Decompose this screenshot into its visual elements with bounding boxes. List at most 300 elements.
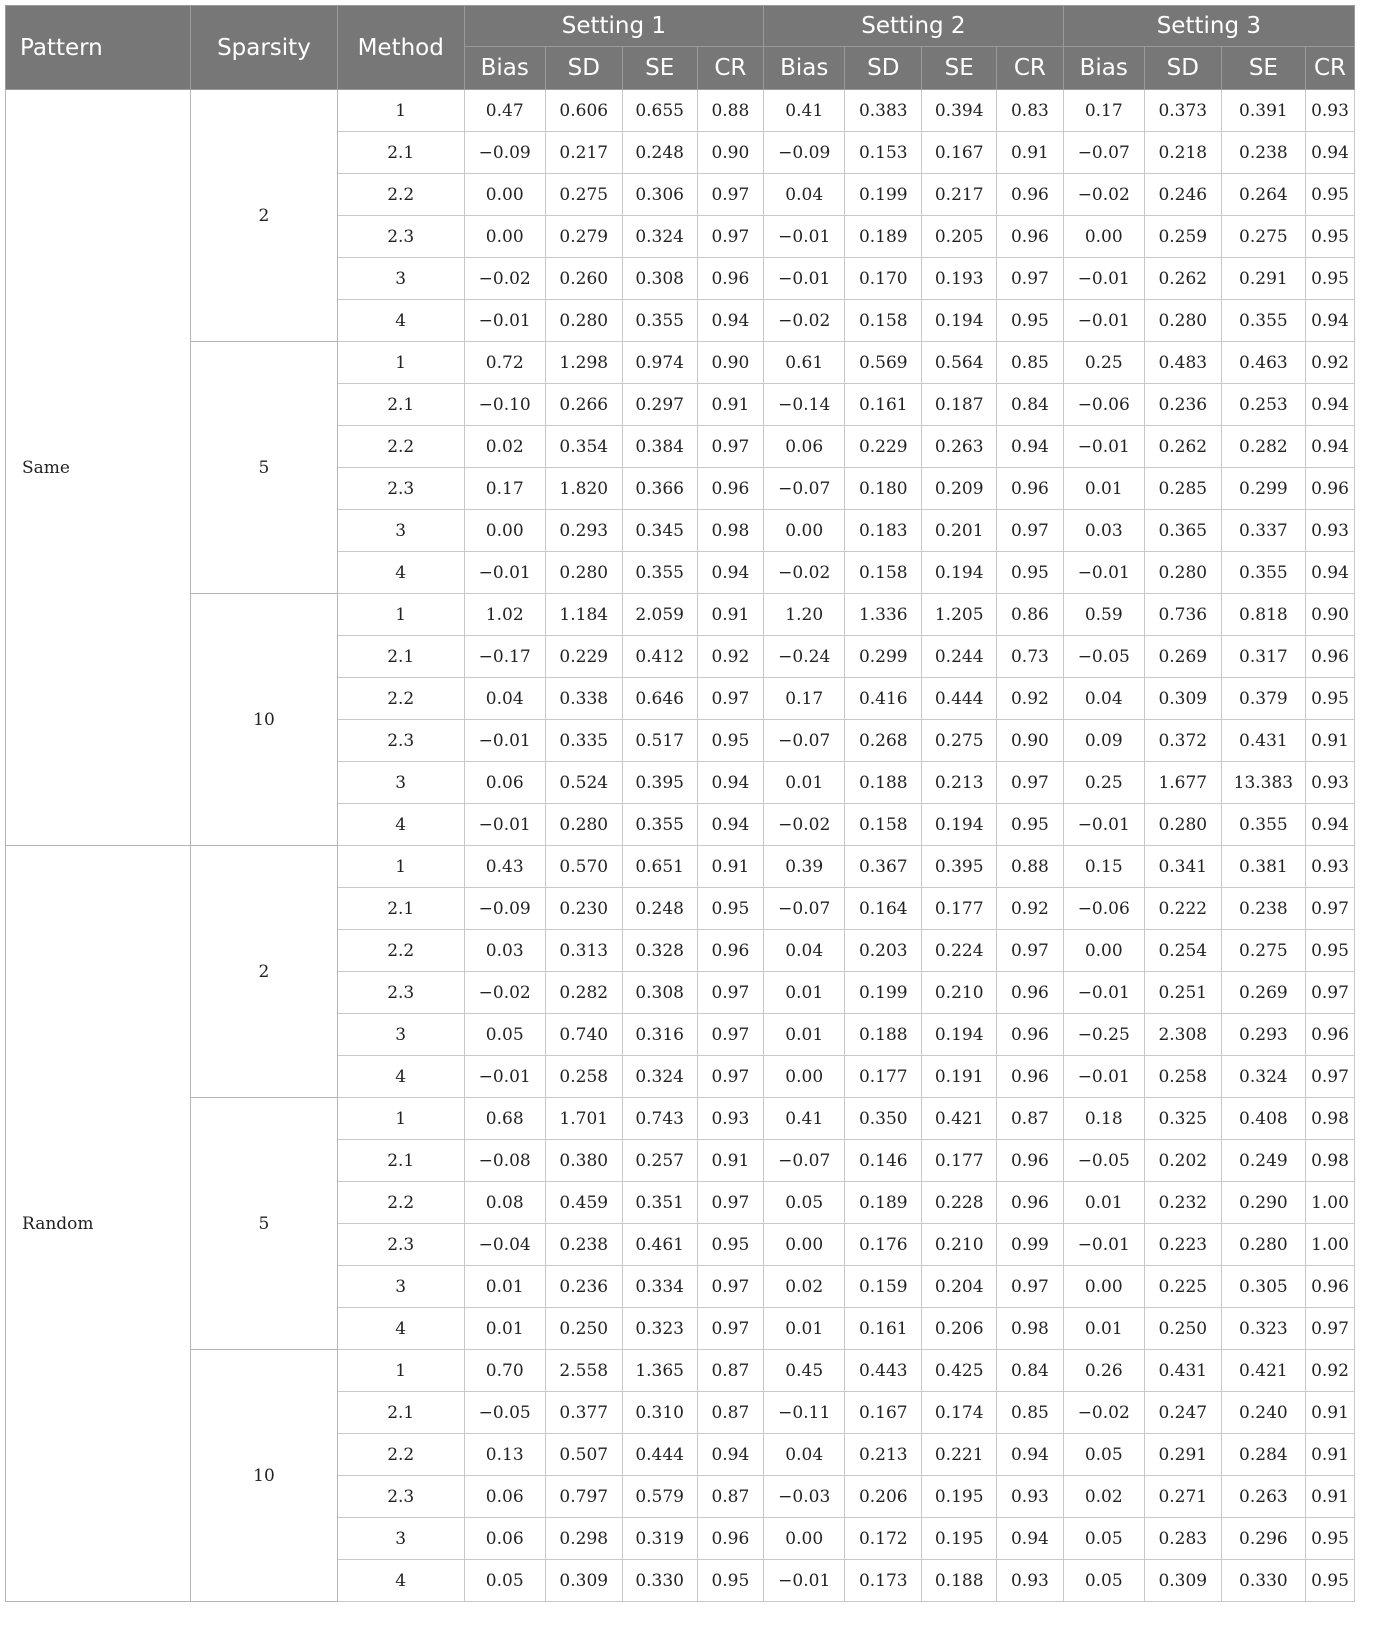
value-cell: −0.01: [464, 552, 545, 594]
value-cell: 0.740: [545, 1014, 622, 1056]
value-cell: 0.258: [1144, 1056, 1221, 1098]
value-cell: 0.06: [464, 762, 545, 804]
value-cell: 0.70: [464, 1350, 545, 1392]
value-cell: 0.507: [545, 1434, 622, 1476]
value-cell: 0.87: [697, 1350, 764, 1392]
value-cell: 0.00: [764, 510, 845, 552]
value-cell: 0.355: [622, 804, 697, 846]
value-cell: 0.72: [464, 342, 545, 384]
value-cell: 0.97: [997, 762, 1064, 804]
value-cell: 0.306: [622, 174, 697, 216]
results-table: [5, 5, 1355, 1602]
value-cell: 0.213: [922, 762, 997, 804]
value-cell: 0.94: [1306, 384, 1355, 426]
value-cell: 0.97: [1306, 888, 1355, 930]
value-cell: −0.24: [764, 636, 845, 678]
value-cell: 0.04: [464, 678, 545, 720]
value-cell: 0.297: [622, 384, 697, 426]
value-cell: 1.820: [545, 468, 622, 510]
header-bias: Bias: [464, 47, 545, 90]
value-cell: 0.97: [697, 174, 764, 216]
value-cell: 0.323: [1221, 1308, 1305, 1350]
value-cell: 0.309: [1144, 678, 1221, 720]
value-cell: 0.309: [1144, 1560, 1221, 1602]
value-cell: 0.00: [1063, 1266, 1144, 1308]
value-cell: 0.97: [697, 1308, 764, 1350]
value-cell: 0.379: [1221, 678, 1305, 720]
method-cell: 4: [337, 1308, 464, 1350]
value-cell: 0.743: [622, 1098, 697, 1140]
table-header: [6, 6, 1355, 90]
value-cell: 0.249: [1221, 1140, 1305, 1182]
value-cell: 0.280: [1144, 552, 1221, 594]
value-cell: 0.96: [997, 174, 1064, 216]
value-cell: 0.94: [1306, 132, 1355, 174]
value-cell: 0.45: [764, 1350, 845, 1392]
value-cell: 0.310: [622, 1392, 697, 1434]
value-cell: 0.269: [1144, 636, 1221, 678]
value-cell: 0.97: [1306, 1056, 1355, 1098]
value-cell: −0.02: [764, 804, 845, 846]
value-cell: 0.00: [764, 1056, 845, 1098]
table-row: [6, 846, 1355, 888]
value-cell: 0.194: [922, 804, 997, 846]
value-cell: 0.41: [764, 1098, 845, 1140]
value-cell: −0.01: [464, 1056, 545, 1098]
method-cell: 4: [337, 300, 464, 342]
value-cell: 0.187: [922, 384, 997, 426]
value-cell: −0.09: [764, 132, 845, 174]
value-cell: 0.338: [545, 678, 622, 720]
value-cell: 0.248: [622, 132, 697, 174]
sparsity-cell: 2: [191, 90, 338, 342]
pattern-cell: Random: [6, 846, 191, 1602]
value-cell: 0.93: [997, 1560, 1064, 1602]
method-cell: 2.2: [337, 1182, 464, 1224]
value-cell: 0.96: [1306, 468, 1355, 510]
value-cell: 0.254: [1144, 930, 1221, 972]
value-cell: 0.355: [622, 552, 697, 594]
value-cell: 0.01: [1063, 1308, 1144, 1350]
value-cell: 0.96: [997, 468, 1064, 510]
value-cell: 0.94: [997, 1518, 1064, 1560]
value-cell: 0.394: [922, 90, 997, 132]
value-cell: 0.174: [922, 1392, 997, 1434]
value-cell: 0.91: [697, 384, 764, 426]
value-cell: 1.184: [545, 594, 622, 636]
value-cell: −0.17: [464, 636, 545, 678]
value-cell: 0.96: [697, 468, 764, 510]
value-cell: 0.97: [697, 216, 764, 258]
value-cell: −0.09: [464, 888, 545, 930]
value-cell: 0.91: [697, 594, 764, 636]
method-cell: 2.3: [337, 720, 464, 762]
value-cell: 0.01: [764, 1014, 845, 1056]
value-cell: 0.280: [545, 552, 622, 594]
method-cell: 2.2: [337, 1434, 464, 1476]
value-cell: 0.228: [922, 1182, 997, 1224]
value-cell: 0.269: [1221, 972, 1305, 1014]
value-cell: 0.204: [922, 1266, 997, 1308]
value-cell: 0.98: [697, 510, 764, 552]
value-cell: 0.73: [997, 636, 1064, 678]
value-cell: 0.87: [697, 1476, 764, 1518]
value-cell: 0.84: [997, 1350, 1064, 1392]
value-cell: 0.97: [997, 930, 1064, 972]
method-cell: 1: [337, 90, 464, 132]
value-cell: 0.308: [622, 972, 697, 1014]
header-se: SE: [922, 47, 997, 90]
method-cell: 2.1: [337, 636, 464, 678]
value-cell: 0.377: [545, 1392, 622, 1434]
value-cell: −0.01: [464, 300, 545, 342]
value-cell: 0.00: [1063, 930, 1144, 972]
value-cell: 0.94: [1306, 552, 1355, 594]
sparsity-cell: 5: [191, 1098, 338, 1350]
value-cell: 0.95: [997, 552, 1064, 594]
value-cell: 0.95: [1306, 930, 1355, 972]
value-cell: 1.365: [622, 1350, 697, 1392]
value-cell: 0.59: [1063, 594, 1144, 636]
method-cell: 4: [337, 552, 464, 594]
value-cell: −0.14: [764, 384, 845, 426]
value-cell: 0.85: [997, 1392, 1064, 1434]
value-cell: 0.324: [1221, 1056, 1305, 1098]
value-cell: 0.97: [997, 1266, 1064, 1308]
value-cell: 0.95: [1306, 216, 1355, 258]
method-cell: 3: [337, 258, 464, 300]
value-cell: 0.96: [997, 1014, 1064, 1056]
value-cell: −0.05: [1063, 636, 1144, 678]
value-cell: 0.463: [1221, 342, 1305, 384]
value-cell: −0.02: [1063, 1392, 1144, 1434]
value-cell: 0.09: [1063, 720, 1144, 762]
value-cell: 0.90: [697, 132, 764, 174]
value-cell: 0.92: [697, 636, 764, 678]
value-cell: 0.199: [845, 972, 922, 1014]
value-cell: 0.257: [622, 1140, 697, 1182]
value-cell: 0.00: [1063, 216, 1144, 258]
value-cell: 0.96: [997, 1056, 1064, 1098]
header-cr: CR: [697, 47, 764, 90]
value-cell: 0.421: [1221, 1350, 1305, 1392]
value-cell: 0.146: [845, 1140, 922, 1182]
value-cell: 0.193: [922, 258, 997, 300]
value-cell: 0.158: [845, 804, 922, 846]
method-cell: 2.3: [337, 1476, 464, 1518]
value-cell: 0.291: [1221, 258, 1305, 300]
value-cell: 0.02: [764, 1266, 845, 1308]
value-cell: 0.04: [1063, 678, 1144, 720]
value-cell: 0.275: [1221, 930, 1305, 972]
method-cell: 2.2: [337, 426, 464, 468]
value-cell: 0.244: [922, 636, 997, 678]
value-cell: 0.01: [464, 1266, 545, 1308]
method-cell: 1: [337, 1350, 464, 1392]
value-cell: 0.83: [997, 90, 1064, 132]
value-cell: 0.974: [622, 342, 697, 384]
value-cell: 0.88: [697, 90, 764, 132]
value-cell: 0.95: [1306, 258, 1355, 300]
value-cell: 1.677: [1144, 762, 1221, 804]
value-cell: 0.96: [997, 972, 1064, 1014]
value-cell: 0.606: [545, 90, 622, 132]
value-cell: 0.330: [1221, 1560, 1305, 1602]
value-cell: 0.06: [764, 426, 845, 468]
method-cell: 2.1: [337, 1140, 464, 1182]
header-method: Method: [337, 6, 464, 90]
value-cell: −0.07: [764, 468, 845, 510]
value-cell: 0.08: [464, 1182, 545, 1224]
value-cell: 0.158: [845, 552, 922, 594]
value-cell: 0.95: [1306, 1518, 1355, 1560]
value-cell: 0.95: [997, 804, 1064, 846]
value-cell: 0.194: [922, 300, 997, 342]
value-cell: 0.92: [1306, 1350, 1355, 1392]
value-cell: 0.201: [922, 510, 997, 552]
value-cell: 0.17: [764, 678, 845, 720]
value-cell: 1.00: [1306, 1182, 1355, 1224]
value-cell: 0.05: [1063, 1434, 1144, 1476]
value-cell: 0.283: [1144, 1518, 1221, 1560]
value-cell: 0.05: [464, 1014, 545, 1056]
value-cell: 0.797: [545, 1476, 622, 1518]
value-cell: 0.279: [545, 216, 622, 258]
value-cell: 0.95: [697, 1560, 764, 1602]
value-cell: 0.96: [997, 216, 1064, 258]
value-cell: 0.334: [622, 1266, 697, 1308]
value-cell: 0.280: [1144, 804, 1221, 846]
value-cell: 0.00: [764, 1224, 845, 1266]
value-cell: 0.94: [697, 552, 764, 594]
value-cell: 0.195: [922, 1476, 997, 1518]
value-cell: −0.02: [464, 972, 545, 1014]
value-cell: −0.02: [764, 552, 845, 594]
value-cell: 0.00: [464, 216, 545, 258]
value-cell: 0.229: [845, 426, 922, 468]
value-cell: −0.04: [464, 1224, 545, 1266]
value-cell: 0.247: [1144, 1392, 1221, 1434]
value-cell: 0.373: [1144, 90, 1221, 132]
value-cell: −0.01: [1063, 972, 1144, 1014]
value-cell: 0.210: [922, 1224, 997, 1266]
value-cell: 0.205: [922, 216, 997, 258]
value-cell: 0.04: [764, 174, 845, 216]
value-cell: 0.92: [997, 678, 1064, 720]
value-cell: 0.651: [622, 846, 697, 888]
value-cell: 0.13: [464, 1434, 545, 1476]
value-cell: 0.39: [764, 846, 845, 888]
value-cell: −0.01: [1063, 426, 1144, 468]
value-cell: −0.07: [764, 720, 845, 762]
value-cell: −0.25: [1063, 1014, 1144, 1056]
value-cell: 0.299: [845, 636, 922, 678]
value-cell: 0.372: [1144, 720, 1221, 762]
value-cell: 0.96: [697, 1518, 764, 1560]
value-cell: 0.94: [697, 804, 764, 846]
method-cell: 1: [337, 1098, 464, 1140]
value-cell: −0.01: [1063, 300, 1144, 342]
value-cell: 0.383: [845, 90, 922, 132]
value-cell: 0.95: [1306, 678, 1355, 720]
value-cell: −0.09: [464, 132, 545, 174]
sparsity-cell: 10: [191, 1350, 338, 1602]
value-cell: 0.206: [922, 1308, 997, 1350]
table-row: [6, 1098, 1355, 1140]
value-cell: 0.213: [845, 1434, 922, 1476]
value-cell: 0.444: [922, 678, 997, 720]
value-cell: 0.230: [545, 888, 622, 930]
value-cell: −0.01: [764, 258, 845, 300]
value-cell: 0.158: [845, 300, 922, 342]
value-cell: 0.03: [464, 930, 545, 972]
value-cell: 0.177: [922, 888, 997, 930]
value-cell: 0.444: [622, 1434, 697, 1476]
method-cell: 2.1: [337, 1392, 464, 1434]
value-cell: 0.199: [845, 174, 922, 216]
value-cell: 0.223: [1144, 1224, 1221, 1266]
value-cell: 0.94: [1306, 426, 1355, 468]
value-cell: 0.367: [845, 846, 922, 888]
value-cell: 0.325: [1144, 1098, 1221, 1140]
value-cell: 0.579: [622, 1476, 697, 1518]
value-cell: 0.90: [1306, 594, 1355, 636]
value-cell: 0.01: [764, 1308, 845, 1350]
value-cell: 0.195: [922, 1518, 997, 1560]
value-cell: −0.02: [1063, 174, 1144, 216]
method-cell: 2.2: [337, 930, 464, 972]
value-cell: 0.173: [845, 1560, 922, 1602]
value-cell: 0.280: [1144, 300, 1221, 342]
value-cell: 0.323: [622, 1308, 697, 1350]
value-cell: 0.232: [1144, 1182, 1221, 1224]
value-cell: 0.222: [1144, 888, 1221, 930]
method-cell: 2.1: [337, 888, 464, 930]
value-cell: 0.94: [997, 1434, 1064, 1476]
value-cell: 0.262: [1144, 258, 1221, 300]
value-cell: 0.95: [1306, 1560, 1355, 1602]
value-cell: 0.260: [545, 258, 622, 300]
value-cell: 0.284: [1221, 1434, 1305, 1476]
header-sd: SD: [845, 47, 922, 90]
value-cell: 0.263: [1221, 1476, 1305, 1518]
method-cell: 2.3: [337, 216, 464, 258]
value-cell: 0.97: [697, 972, 764, 1014]
value-cell: 0.95: [997, 300, 1064, 342]
value-cell: 0.324: [622, 216, 697, 258]
value-cell: 0.431: [1221, 720, 1305, 762]
value-cell: 0.225: [1144, 1266, 1221, 1308]
value-cell: −0.01: [1063, 804, 1144, 846]
value-cell: 0.93: [697, 1098, 764, 1140]
value-cell: 0.170: [845, 258, 922, 300]
value-cell: 13.383: [1221, 762, 1305, 804]
value-cell: 0.95: [697, 888, 764, 930]
value-cell: 0.01: [764, 972, 845, 1014]
value-cell: 0.05: [764, 1182, 845, 1224]
value-cell: 0.87: [697, 1392, 764, 1434]
header-pattern: Pattern: [6, 6, 191, 90]
value-cell: 0.736: [1144, 594, 1221, 636]
value-cell: 0.84: [997, 384, 1064, 426]
value-cell: 0.266: [545, 384, 622, 426]
value-cell: −0.01: [464, 804, 545, 846]
value-cell: 0.236: [1144, 384, 1221, 426]
value-cell: −0.02: [464, 258, 545, 300]
value-cell: 0.818: [1221, 594, 1305, 636]
value-cell: 0.412: [622, 636, 697, 678]
value-cell: 0.282: [1221, 426, 1305, 468]
value-cell: 0.91: [1306, 720, 1355, 762]
value-cell: 0.97: [1306, 972, 1355, 1014]
value-cell: 0.238: [1221, 132, 1305, 174]
method-cell: 2.2: [337, 174, 464, 216]
value-cell: 0.177: [845, 1056, 922, 1098]
sparsity-cell: 10: [191, 594, 338, 846]
value-cell: 0.94: [1306, 804, 1355, 846]
value-cell: 0.317: [1221, 636, 1305, 678]
value-cell: 0.88: [997, 846, 1064, 888]
method-cell: 4: [337, 804, 464, 846]
sparsity-cell: 2: [191, 846, 338, 1098]
value-cell: −0.10: [464, 384, 545, 426]
value-cell: 0.05: [1063, 1560, 1144, 1602]
value-cell: 0.97: [697, 1266, 764, 1308]
method-cell: 1: [337, 594, 464, 636]
value-cell: 0.176: [845, 1224, 922, 1266]
value-cell: −0.01: [1063, 1056, 1144, 1098]
value-cell: 0.00: [464, 174, 545, 216]
value-cell: 0.95: [1306, 174, 1355, 216]
header-bias: Bias: [764, 47, 845, 90]
value-cell: 0.570: [545, 846, 622, 888]
value-cell: 0.97: [697, 1014, 764, 1056]
value-cell: 0.350: [845, 1098, 922, 1140]
value-cell: −0.03: [764, 1476, 845, 1518]
value-cell: 0.335: [545, 720, 622, 762]
table-row: [6, 1350, 1355, 1392]
value-cell: 0.189: [845, 1182, 922, 1224]
method-cell: 4: [337, 1560, 464, 1602]
value-cell: 0.316: [622, 1014, 697, 1056]
value-cell: 0.443: [845, 1350, 922, 1392]
value-cell: 0.381: [1221, 846, 1305, 888]
value-cell: 0.95: [697, 720, 764, 762]
value-cell: 0.564: [922, 342, 997, 384]
method-cell: 2.1: [337, 384, 464, 426]
value-cell: 0.337: [1221, 510, 1305, 552]
value-cell: 0.313: [545, 930, 622, 972]
value-cell: 0.221: [922, 1434, 997, 1476]
value-cell: 0.161: [845, 1308, 922, 1350]
value-cell: 1.00: [1306, 1224, 1355, 1266]
value-cell: 0.95: [697, 1224, 764, 1266]
value-cell: 0.305: [1221, 1266, 1305, 1308]
value-cell: 0.355: [1221, 300, 1305, 342]
value-cell: −0.11: [764, 1392, 845, 1434]
value-cell: 0.90: [997, 720, 1064, 762]
value-cell: −0.08: [464, 1140, 545, 1182]
value-cell: 0.296: [1221, 1518, 1305, 1560]
value-cell: 0.206: [845, 1476, 922, 1518]
value-cell: 0.275: [1221, 216, 1305, 258]
value-cell: 0.271: [1144, 1476, 1221, 1518]
value-cell: 0.280: [545, 300, 622, 342]
value-cell: 0.86: [997, 594, 1064, 636]
value-cell: 0.01: [1063, 468, 1144, 510]
value-cell: 0.96: [997, 1140, 1064, 1182]
value-cell: −0.06: [1063, 888, 1144, 930]
